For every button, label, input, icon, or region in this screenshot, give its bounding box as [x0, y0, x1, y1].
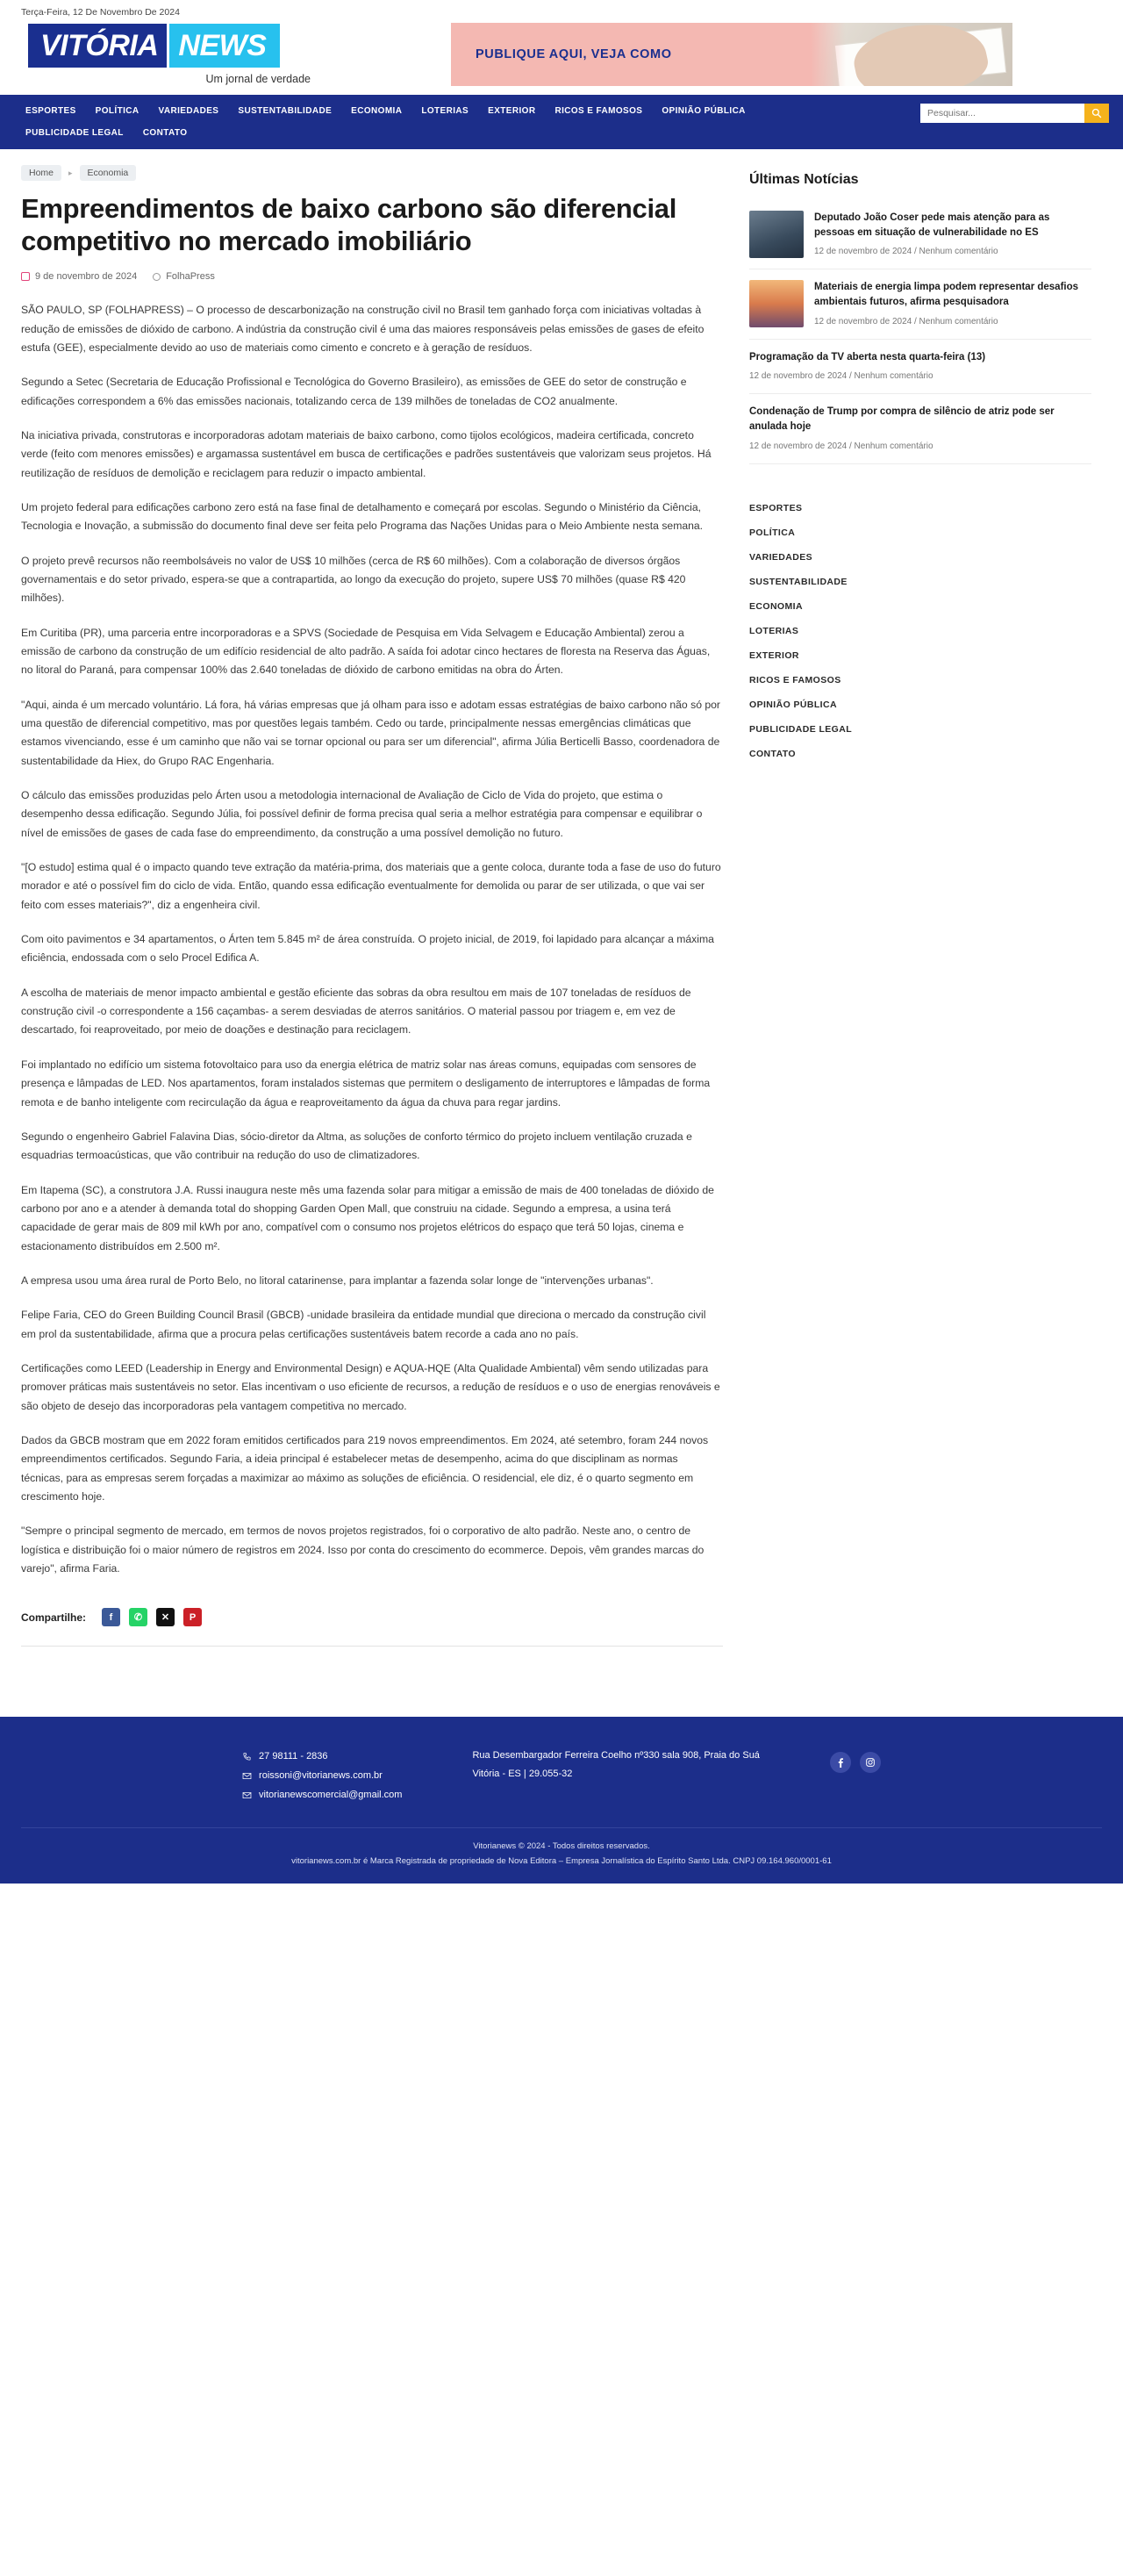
sidebar-item-ricos-e-famosos[interactable]: RICOS E FAMOSOS [749, 674, 841, 685]
mail-icon [242, 1771, 252, 1781]
list-item[interactable] [749, 269, 1091, 339]
search-icon [1091, 108, 1102, 118]
footer-phone: 27 98111 - 2836 [259, 1751, 328, 1762]
logo-text-vitoria: VITÓRIA [28, 24, 169, 68]
article-paragraph: Um projeto federal para edificações carbono zero está na fase final de detalhamento e começará por escolas. Segundo o Ministério da Ciência, Tecnologia e Inovação, a submissão do documento final deve ser feita pelo Programa das Nações Unidas para o Meio Ambiente nesta semana. [21, 500, 704, 533]
ad-banner[interactable] [451, 23, 1012, 86]
article-paragraph: Na iniciativa privada, construtoras e incorporadoras adotam materiais de baixo carbono, como tijolos ecológicos, madeira certificada, concreto verde (feito com menores emissões) e argamassa sustentável em busca de certificações e padrões sustentáveis que valorizam seus projetos. Há reutilização de resíduos de demolição e reciclagem para reduzir o impacto ambiental. [21, 428, 712, 479]
article-paragraph: Em Itapema (SC), a construtora J.A. Russi inaugura neste mês uma fazenda solar para mitigar a emissão de mais de 400 toneladas de dióxido de carbono por ano e a atender à demanda total do shopping Garden Open Mall, que construiu na cidade. Segundo a empresa, a usina terá capacidade de gerar mais de 809 mil kWh por ano, compatível com o consumo nos projetos elétricos do espaço que terá 50 lojas, cinema e estacionamento distribuídos em 2.500 m². [21, 1183, 714, 1252]
news-title[interactable]: Condenação de Trump por compra de silêncio de atriz pode ser anulada hoje [749, 406, 1055, 433]
page-title: Empreendimentos de baixo carbono são diferencial competitivo no mercado imobiliário [21, 193, 677, 256]
mail-icon [242, 1790, 252, 1800]
news-title[interactable]: Deputado João Coser pede mais atenção para as pessoas em situação de vulnerabilidade no ES [814, 212, 1050, 238]
list-item[interactable] [749, 340, 1091, 395]
article-paragraph: Em Curitiba (PR), uma parceria entre incorporadoras e a SPVS (Sociedade de Pesquisa em Vida Selvagem e Educação Ambiental) zerou a emissão de carbono da construção de um edifício residencial de alto padrão. A saída foi adotar cinco hectares de floresta na Reserva das Águas, no litoral do Paraná, para compensar 100% das 2.640 toneladas de dióxido de carbono emitidas na obra do Árten. [21, 626, 711, 677]
nav-item-contato[interactable]: CONTATO [142, 128, 188, 138]
share-label: Compartilhe: [21, 1611, 87, 1624]
footer-address-line-1: Rua Desembargador Ferreira Coelho nº330 sala 908, Praia do Suá [472, 1750, 760, 1762]
footer-columns [21, 1747, 1102, 1805]
list-item[interactable] [749, 394, 1091, 463]
list-item[interactable] [749, 200, 1091, 269]
phone-icon [242, 1752, 252, 1762]
article-paragraph: Com oito pavimentos e 34 apartamentos, o Árten tem 5.845 m² de área construída. O projeto inicial, de 2019, foi lapidado para alcançar a máxima eficiência, endossada com o selo Procel Edifica A. [21, 933, 714, 965]
nav-item-publicidade-legal[interactable]: PUBLICIDADE LEGAL [25, 128, 124, 138]
instagram-glyph [865, 1757, 876, 1768]
breadcrumb-separator-icon: ▸ [68, 168, 73, 177]
site-header [0, 21, 1123, 95]
article-paragraph: A empresa usou uma área rural de Porto Belo, no litoral catarinense, para implantar a fazenda solar longe de "intervenções urbanas". [21, 1274, 654, 1287]
search-box[interactable] [920, 104, 1109, 123]
calendar-icon [21, 272, 30, 281]
footer-address [472, 1747, 760, 1783]
article-paragraph: A escolha de materiais de menor impacto ambiental e gestão eficiente das sobras da obra resultou em mais de 107 toneladas de resíduos de construção civil -o correspondente a 156 caçambas- a serem desviadas de aterros sanitários. O material passou por triagem e, em vez de descartado, foi reaproveitado, por meio de doações e destinação para reciclagem. [21, 986, 691, 1037]
article-date-text: 9 de novembro de 2024 [35, 271, 138, 283]
search-button[interactable] [1084, 104, 1109, 123]
article-paragraph: O projeto prevê recursos não reembolsáveis no valor de US$ 10 milhões (cerca de R$ 60 milhões). Com a colaboração de diversos órgãos governamentais e do setor privado, espera-se que a contrapartida, ao longo da execução do projeto, supere US$ 70 milhões (quase R$ 420 milhões). [21, 554, 686, 605]
article-author [153, 271, 215, 282]
footer-copyright: Vitorianews © 2024 - Todos direitos reservados. [473, 1841, 650, 1852]
footer-email-row-2[interactable] [242, 1785, 402, 1805]
ad-banner-image [811, 23, 1012, 86]
news-date: 12 de novembro de 2024 / Nenhum comentário [814, 316, 998, 326]
section-divider [21, 1646, 723, 1647]
footer-phone-row[interactable] [242, 1747, 402, 1766]
news-date: 12 de novembro de 2024 / Nenhum comentário [749, 371, 933, 382]
news-body [814, 280, 1091, 327]
nav-item-sustentabilidade[interactable]: SUSTENTABILIDADE [238, 106, 333, 116]
article-paragraph: Foi implantado no edifício um sistema fotovoltaico para uso da energia elétrica de matriz solar nas áreas comuns, equipadas com sensores de presença e lâmpadas de LED. Nos apartamentos, foram instalados sistemas que permitem o desligamento de interruptores e lâmpadas de forma remota e de banho inteligente com recirculação da água e reaproveitamento da água da chuva para regar jardins. [21, 1058, 711, 1109]
news-title[interactable]: Materiais de energia limpa podem representar desafios ambientais futuros, afirma pesquisadora [814, 282, 1079, 308]
share-pinterest-icon[interactable]: P [183, 1608, 202, 1626]
current-date: Terça-Feira, 12 De Novembro De 2024 [21, 7, 180, 18]
ad-banner-text: PUBLIQUE AQUI, VEJA COMO [476, 47, 672, 61]
nav-item-loterias[interactable]: LOTERIAS [421, 106, 469, 116]
news-title[interactable]: Programação da TV aberta nesta quarta-feira (13) [749, 351, 986, 362]
article-paragraph: "Sempre o principal segmento de mercado, em termos de novos projetos registrados, foi o corporativo de alto padrão. Neste ano, o centro de logística e distribuição foi o maior número de registros em 2024. Isso por conta do crescimento do ecommerce. Depois, vêm grandes marcas do varejo", afirma Faria. [21, 1525, 705, 1575]
sidebar-item-loterias[interactable]: LOTERIAS [749, 625, 799, 636]
news-thumbnail [749, 211, 804, 258]
sidebar-categories [749, 496, 1091, 766]
share-facebook-icon[interactable]: f [102, 1608, 120, 1626]
footer-address-line-2: Vitória - ES | 29.055-32 [472, 1769, 573, 1780]
nav-item-economia[interactable]: ECONOMIA [351, 106, 403, 116]
footer-email-row-1[interactable] [242, 1766, 402, 1785]
footer-legal [21, 1827, 1102, 1869]
news-thumbnail [749, 280, 804, 327]
search-input[interactable] [920, 104, 1084, 123]
share-bar [21, 1608, 723, 1626]
facebook-glyph [835, 1757, 846, 1768]
sidebar-item-variedades[interactable]: VARIEDADES [749, 551, 813, 563]
share-x-icon[interactable]: ✕ [156, 1608, 175, 1626]
footer-email-2: vitorianewscomercial@gmail.com [259, 1790, 403, 1801]
instagram-icon[interactable] [860, 1752, 881, 1773]
logo-block[interactable] [21, 24, 390, 85]
share-whatsapp-icon[interactable]: ✆ [129, 1608, 147, 1626]
category-list [749, 496, 1091, 766]
nav-item-esportes[interactable]: ESPORTES [25, 106, 76, 116]
main-navigation[interactable] [0, 95, 1123, 149]
sidebar-title: Últimas Notícias [749, 172, 859, 187]
sidebar-item-politica[interactable]: POLÍTICA [749, 527, 796, 538]
article-date [21, 271, 137, 282]
article-paragraph: "Aqui, ainda é um mercado voluntário. Lá fora, há várias empresas que já olham para isso e adotam essas estratégias de baixo carbono não só por uma questão de diferencial competitivo, mas por questões legais também. Cedo ou tarde, principalmente nessas emergências climáticas que estamos vivenciando, esse é um caminho que não vai se tornar opcional ou para ser um diferencial", afirma Júlia Berticelli Basso, coordenadora de sustentabilidade da Hiex, do Grupo RAC Engenharia. [21, 698, 720, 767]
nav-item-ricos-e-famosos[interactable]: RICOS E FAMOSOS [554, 106, 643, 116]
sidebar [749, 149, 1091, 1682]
content-area [0, 149, 1123, 1682]
article-paragraph: O cálculo das emissões produzidas pelo Árten usou a metodologia internacional de Avaliação de Ciclo de Vida do projeto, que estima o desempenho dessa edificação. Segundo Júlia, foi possível definir de forma precisa qual seria a melhor estratégia para compensar e equilibrar o nível de emissões de gases de cada fase do empreendimento, da construção a uma possível demolição no futuro. [21, 789, 703, 839]
article-author-text: FolhaPress [166, 271, 215, 283]
article-paragraph: SÃO PAULO, SP (FOLHAPRESS) – O processo de descarbonização na construção civil no Brasil tem ganhado força com iniciativas voltadas à redução de emissões de dióxido de carbono. A indústria da construção civil é uma das maiores responsáveis pelas emissões de gases de efeito estufa (GEE), especialmente devido ao uso de materiais como cimento e concreto e à geração de resíduos. [21, 304, 705, 354]
news-body [749, 350, 1091, 384]
nav-item-politica[interactable]: POLÍTICA [95, 106, 139, 116]
sidebar-item-esportes[interactable]: ESPORTES [749, 502, 803, 513]
article-paragraph: Certificações como LEED (Leadership in Energy and Environmental Design) e AQUA-HQE (Alta Qualidade Ambiental) vêm sendo utilizadas para promover práticas mais sustentáveis no setor. Elas incentivam o uso eficiente de recursos, a redução de resíduos e o uso de energias renováveis e são objeto de desejo das incorporadoras pela vantagem competitiva no mercado. [21, 1361, 720, 1412]
sidebar-item-opiniao-publica[interactable]: OPINIÃO PÚBLICA [749, 699, 837, 710]
article-paragraph: Felipe Faria, CEO do Green Building Council Brasil (GBCB) -unidade brasileira da entidade mundial que direciona o mercado da construção civil em prol da sustentabilidade, afirma que a procura pelas certificações sustentáveis batem recorde a cada ano no país. [21, 1309, 706, 1340]
nav-list [16, 100, 770, 144]
logo-tagline: Um jornal de verdade [205, 73, 311, 85]
breadcrumb-current[interactable]: Economia [80, 165, 137, 181]
footer-contact [242, 1747, 402, 1805]
news-date: 12 de novembro de 2024 / Nenhum comentário [814, 247, 998, 257]
article-paragraph: Segundo o engenheiro Gabriel Falavina Dias, sócio-diretor da Altma, as soluções de conforto térmico do projeto incluem ventilação cruzada e esquadrias termoacústicas, que vão contribuir na redução do uso de climatizadores. [21, 1130, 692, 1162]
article-paragraph: "[O estudo] estima qual é o impacto quando teve extração da matéria-prima, dos materiais que a gente coloca, durante toda a fase de uso do futuro morador e até o possível fim do ciclo de vida. Então, quando essa edificação eventualmente for demolida ou parar de ser utilizada, o que vai ser feito com esses materiais?", diz a engenheira civil. [21, 861, 721, 911]
site-logo[interactable] [28, 24, 280, 68]
site-footer [0, 1717, 1123, 1883]
sidebar-item-contato[interactable]: CONTATO [749, 748, 796, 759]
news-body [749, 405, 1091, 452]
nav-item-variedades[interactable]: VARIEDADES [158, 106, 219, 116]
footer-email-1: roissoni@vitorianews.com.br [259, 1770, 383, 1782]
footer-legal-text: vitorianews.com.br é Marca Registrada de propriedade de Nova Editora – Empresa Jornalística do Espírito Santo Ltda. CNPJ 09.164.960/0001-61 [291, 1856, 832, 1867]
sidebar-item-sustentabilidade[interactable]: SUSTENTABILIDADE [749, 576, 848, 587]
user-icon [153, 273, 161, 281]
nav-item-exterior[interactable]: EXTERIOR [488, 106, 536, 116]
article-column [21, 149, 723, 1682]
news-date: 12 de novembro de 2024 / Nenhum comentário [749, 441, 933, 451]
news-body [814, 211, 1091, 258]
article-paragraph: Segundo a Setec (Secretaria de Educação Profissional e Tecnológica do Governo Brasileiro), as emissões de GEE do setor de construção e edificações correspondem a 6% das emissões nacionais, totalizando cerca de 139 milhões de toneladas de CO2 anualmente. [21, 376, 687, 407]
facebook-icon[interactable] [830, 1752, 851, 1773]
sidebar-item-economia[interactable]: ECONOMIA [749, 600, 803, 612]
nav-item-opiniao-publica[interactable]: OPINIÃO PÚBLICA [662, 106, 746, 116]
breadcrumb-home[interactable]: Home [21, 165, 61, 181]
article-meta [21, 271, 723, 282]
sidebar-item-exterior[interactable]: EXTERIOR [749, 649, 799, 661]
article-body [21, 301, 723, 1578]
breadcrumb [21, 165, 723, 181]
sidebar-item-publicidade-legal[interactable]: PUBLICIDADE LEGAL [749, 723, 853, 735]
logo-text-news: NEWS [169, 24, 280, 68]
article-paragraph: Dados da GBCB mostram que em 2022 foram emitidos certificados para 219 novos empreendimentos. Em 2024, até setembro, foram 244 novos empreendimentos certificados. Segundo Faria, a ideia principal é estabelecer metas de desempenho, acima do que disciplinam as normas técnicas, para as empresas serem forçadas a maximizar ao máximo as soluções de eficiência. O residencial, ele diz, é o quarto segmento em crescimento hoje. [21, 1433, 709, 1503]
footer-social [830, 1747, 881, 1773]
